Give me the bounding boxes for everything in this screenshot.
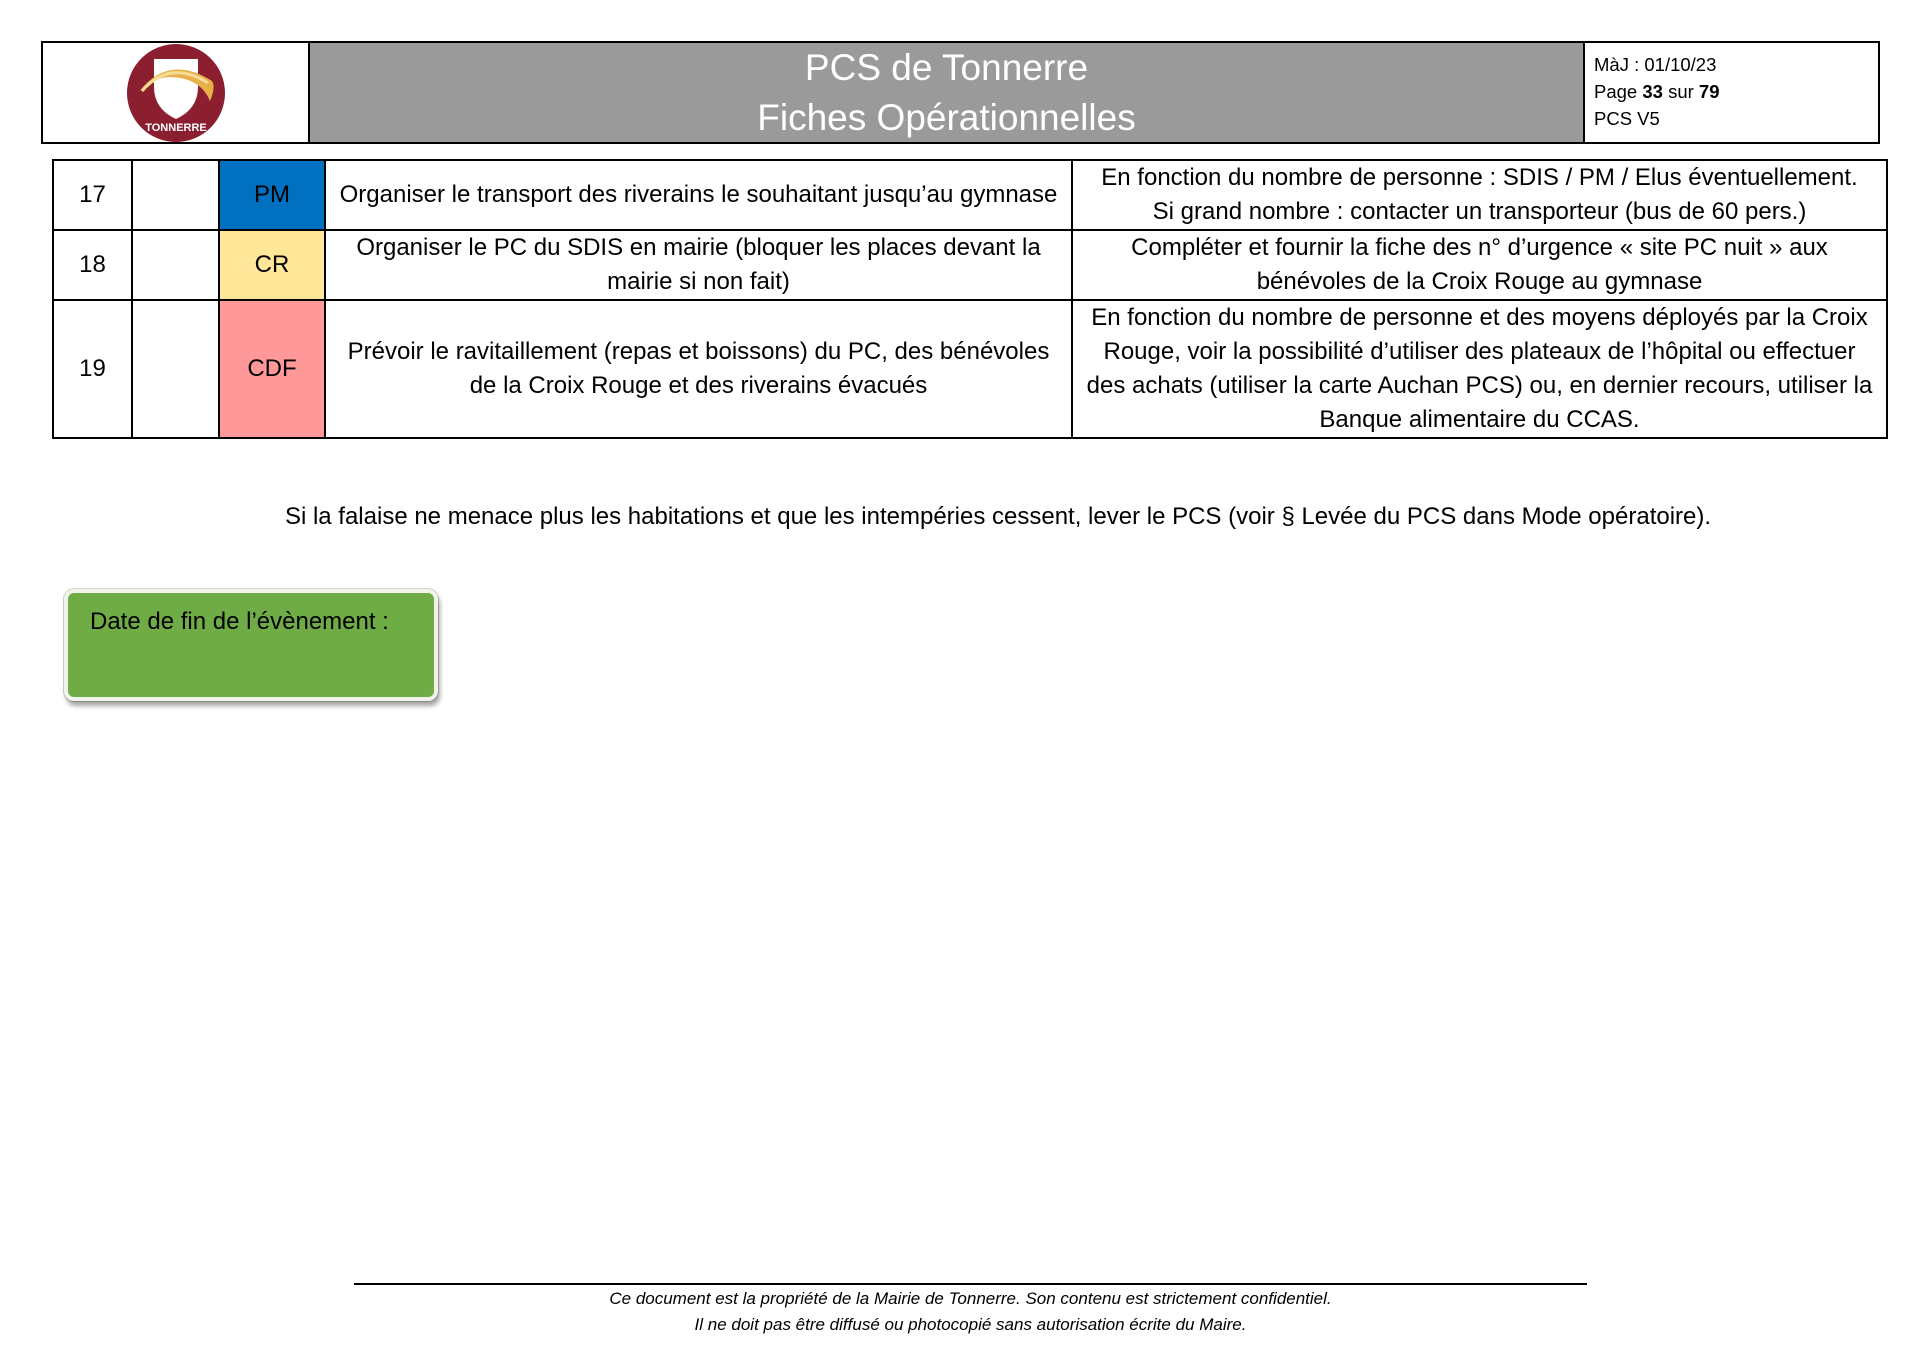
row-number: 18	[53, 230, 132, 300]
page-indicator	[1594, 78, 1878, 105]
page-prefix: Page	[1594, 81, 1643, 102]
actor-code-cell: PM	[219, 160, 325, 230]
update-date: MàJ : 01/10/23	[1594, 54, 1717, 75]
note-line: En fonction du nombre de personne : SDIS / PM / Elus éventuellement.	[1101, 164, 1858, 191]
document-header	[41, 41, 1880, 144]
meta-cell	[1585, 43, 1878, 142]
document-title: PCS de Tonnerre	[804, 46, 1089, 88]
note-line: Si grand nombre : contacter un transporteur (bus de 60 pers.)	[1152, 198, 1807, 225]
check-cell	[132, 160, 219, 230]
footer-line-2: Il ne doit pas être diffusé ou photocopié sans autorisation écrite du Maire.	[694, 1315, 1247, 1334]
action-cell: Organiser le transport des riverains le souhaitant jusqu’au gymnase	[325, 160, 1072, 230]
actor-code-cell: CDF	[219, 300, 325, 438]
note-cell	[1072, 300, 1887, 438]
closing-instruction: Si la falaise ne menace plus les habitations et que les intempéries cessent, lever le PCS (voir § Levée du PCS dans Mode opératoire).	[284, 503, 1712, 530]
action-cell: Organiser le PC du SDIS en mairie (bloquer les places devant la mairie si non fait)	[325, 230, 1072, 300]
logo-wordmark: TONNERRE	[144, 121, 207, 134]
footer-divider	[354, 1283, 1587, 1285]
table-row	[53, 230, 1887, 300]
document-subtitle: Fiches Opérationnelles	[757, 96, 1136, 138]
event-end-date-label: Date de fin de l’évènement :	[90, 608, 389, 635]
logo-cell	[43, 43, 310, 142]
operations-table	[52, 159, 1888, 439]
version-label: PCS V5	[1594, 108, 1660, 129]
page-sep: sur	[1662, 81, 1699, 102]
row-number: 19	[53, 300, 132, 438]
actor-code-cell: CR	[219, 230, 325, 300]
action-cell: Prévoir le ravitaillement (repas et boissons) du PC, des bénévoles de la Croix Rouge et des riverains évacués	[325, 300, 1072, 438]
event-end-date-box	[64, 589, 438, 701]
table-row	[53, 160, 1887, 230]
page-total: 79	[1698, 81, 1720, 102]
check-cell	[132, 300, 219, 438]
title-cell	[310, 43, 1585, 142]
note-cell	[1072, 160, 1887, 230]
footer-line-1: Ce document est la propriété de la Mairie de Tonnerre. Son contenu est strictement confidentiel.	[609, 1289, 1332, 1308]
note-line: Compléter et fournir la fiche des n° d’urgence « site PC nuit » aux bénévoles de la Croix Rouge au gymnase	[1131, 234, 1828, 295]
tonnerre-logo	[124, 43, 228, 143]
check-cell	[132, 230, 219, 300]
row-number: 17	[53, 160, 132, 230]
note-line: En fonction du nombre de personne et des moyens déployés par la Croix Rouge, voir la possibilité d’utiliser des plateaux de l’hôpital ou effectuer des achats (utiliser la carte Auchan PCS) ou, en dernier recours, utiliser la Banque alimentaire du CCAS.	[1086, 304, 1873, 433]
table-row	[53, 300, 1887, 438]
page-current: 33	[1642, 81, 1663, 102]
note-cell	[1072, 230, 1887, 300]
confidentiality-footer	[354, 1286, 1587, 1338]
